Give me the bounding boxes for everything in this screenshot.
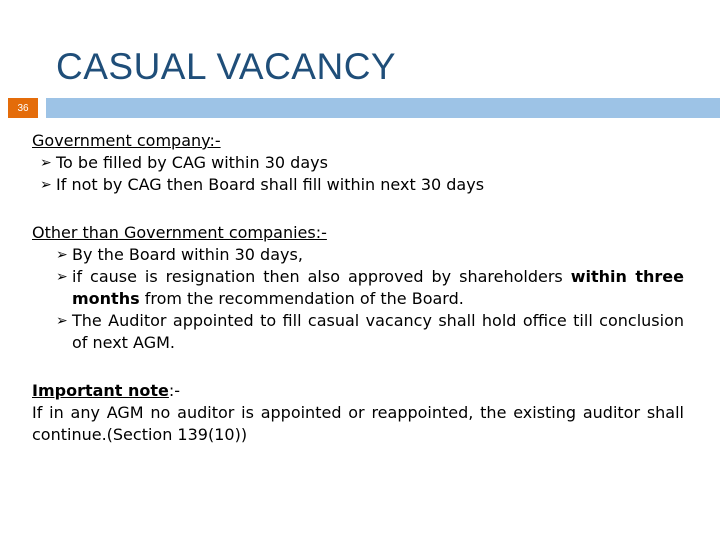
- right-arrow-bullet-icon: ➢: [56, 247, 68, 263]
- other-bullet-list: [32, 244, 684, 354]
- right-arrow-bullet-icon: ➢: [40, 155, 52, 171]
- slide-number-badge: 36: [8, 98, 38, 118]
- note-heading: Important note: [32, 381, 169, 400]
- other-heading: Other than Government companies:-: [32, 223, 327, 242]
- list-item: [32, 310, 684, 354]
- bullet-text: If not by CAG then Board shall fill within next 30 days: [56, 175, 485, 194]
- bullet-text: To be filled by CAG within 30 days: [56, 153, 328, 172]
- government-bullet-list: [32, 152, 684, 196]
- right-arrow-bullet-icon: ➢: [56, 269, 68, 285]
- bullet-text: By the Board within 30 days,: [72, 245, 303, 264]
- note-section: [32, 380, 684, 446]
- header-rule: [46, 98, 720, 118]
- list-item: [32, 266, 684, 310]
- list-item: [32, 152, 684, 174]
- note-body: If in any AGM no auditor is appointed or reappointed, the existing auditor shall continue.(Section 139(10)): [32, 403, 684, 444]
- bullet-text: The Auditor appointed to fill casual vacancy shall hold office till conclusion of next AGM.: [72, 311, 684, 352]
- note-heading-line: [32, 380, 684, 402]
- list-item: [32, 174, 684, 196]
- slide-title: CASUAL VACANCY: [56, 46, 397, 87]
- list-item: [32, 244, 684, 266]
- slide-body: [32, 130, 684, 446]
- bullet-text-emphasis: within three months: [72, 267, 684, 308]
- bullet-text-part: from the recommendation of the Board.: [139, 289, 464, 308]
- other-section: [32, 222, 684, 354]
- bullet-text-part: if cause is resignation then also approved by shareholders: [72, 267, 571, 286]
- government-section: [32, 130, 684, 196]
- right-arrow-bullet-icon: ➢: [56, 313, 68, 329]
- right-arrow-bullet-icon: ➢: [40, 177, 52, 193]
- note-heading-suffix: :-: [168, 381, 181, 400]
- government-heading: Government company:-: [32, 131, 221, 150]
